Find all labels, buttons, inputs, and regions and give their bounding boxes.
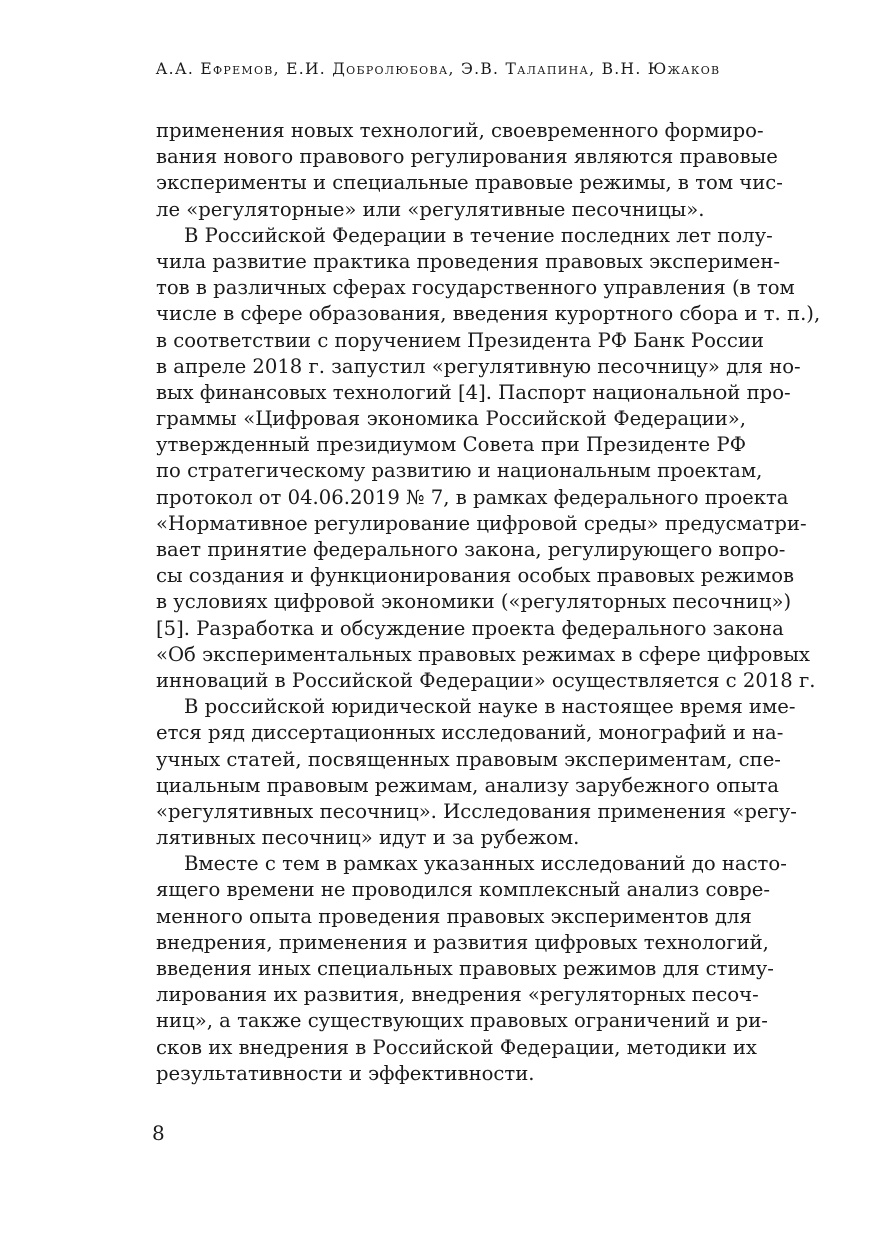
page-number: 8 [152, 1121, 165, 1145]
paragraph-line: сков их внедрения в Российской Федерации, методики их [156, 1035, 757, 1059]
paragraph-line: менного опыта проведения правовых экспериментов для [156, 904, 752, 928]
paragraph-line: протокол от 04.06.2019 № 7, в рамках федерального проекта [156, 485, 789, 509]
paragraph-line: вает принятие федерального закона, регулирующего вопро- [156, 538, 786, 561]
paragraph-line: числе в сфере образования, введения курортного сбора и т. п.), [156, 302, 821, 326]
paragraph-line: «Об экспериментальных правовых режимах в сфере цифровых [156, 642, 810, 666]
paragraph-line: в апреле 2018 г. запустил «регулятивную песочницу» для но- [156, 354, 801, 378]
paragraph-line: в соответствии с поручением Президента РФ Банк России [156, 328, 764, 352]
paragraph-4 [156, 851, 787, 1087]
paragraph-line: в условиях цифровой экономики («регуляторных песочниц») [156, 590, 792, 614]
paragraph-line: В Российской Федерации в течение последних лет полу- [184, 223, 773, 247]
paragraph-line: ется ряд диссертационных исследований, монографий и на- [156, 721, 784, 745]
body-text [156, 118, 821, 1087]
paragraph-line: лятивных песочниц» идут и за рубежом. [156, 826, 580, 850]
paragraph-line: вания нового правового регулирования являются правовые [156, 145, 778, 169]
paragraph-line: В российской юридической науке в настоящее время име- [184, 695, 796, 719]
paragraph-line: лирования их развития, внедрения «регуляторных песоч- [156, 983, 759, 1007]
paragraph-3 [156, 694, 797, 851]
paragraph-line: по стратегическому развитию и национальным проектам, [156, 459, 763, 483]
paragraph-2 [156, 223, 821, 694]
paragraph-line: чила развитие практика проведения правовых эксперимен- [156, 249, 781, 273]
paragraph-line: [5]. Разработка и обсуждение проекта федерального закона [156, 616, 784, 640]
paragraph-line: сы создания и функционирования особых правовых режимов [156, 564, 795, 588]
paragraph-line: «Нормативное регулирование цифровой среды» предусматри- [156, 511, 807, 535]
paragraph-line: граммы «Цифровая экономика Российской Федерации», [156, 407, 746, 431]
paragraph-line: инноваций в Российской Федерации» осуществляется с 2018 г. [156, 668, 816, 692]
paragraph-line: утвержденный президиумом Совета при Президенте РФ [156, 433, 746, 457]
paragraph-line: ящего времени не проводился комплексный анализ совре- [156, 878, 771, 902]
paragraph-line: вых финансовых технологий [4]. Паспорт национальной про- [156, 380, 791, 404]
paragraph-1 [156, 118, 783, 223]
paragraph-line: циальным правовым режимам, анализу зарубежного опыта [156, 773, 779, 797]
paragraph-line: ле «регуляторные» или «регулятивные песочницы». [156, 197, 705, 221]
paragraph-line: эксперименты и специальные правовые режимы, в том чис- [156, 171, 783, 195]
paragraph-line: внедрения, применения и развития цифровых технологий, [156, 930, 769, 954]
paragraph-line: результативности и эффективности. [156, 1061, 535, 1085]
running-head: А.А. Ефремов, Е.И. Добролюбова, Э.В. Талапина, В.Н. Южаков [155, 60, 721, 78]
paragraph-line: «регулятивных песочниц». Исследования применения «регу- [156, 799, 797, 823]
paragraph-line: тов в различных сферах государственного управления (в том [156, 276, 795, 300]
paragraph-line: применения новых технологий, своевременного формиро- [156, 119, 764, 142]
paragraph-line: учных статей, посвященных правовым экспериментам, спе- [156, 747, 781, 771]
paragraph-line: введения иных специальных правовых режимов для стиму- [156, 957, 774, 980]
paragraph-line: Вместе с тем в рамках указанных исследований до насто- [184, 852, 787, 876]
paragraph-line: ниц», а также существующих правовых ограничений и ри- [156, 1009, 768, 1033]
